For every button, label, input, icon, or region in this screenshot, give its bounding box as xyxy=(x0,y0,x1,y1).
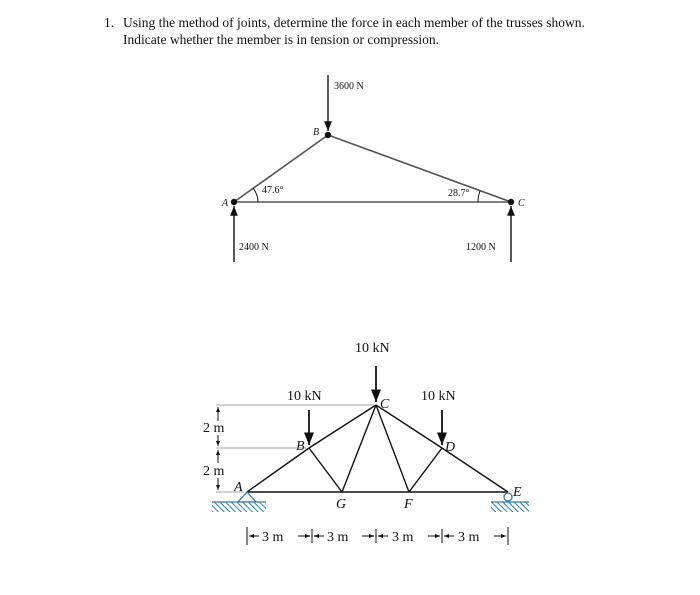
joint-c-label: C xyxy=(518,198,525,209)
truss-2 xyxy=(203,341,529,545)
joint-e-label: E xyxy=(513,485,522,500)
problem-number: 1. xyxy=(104,15,115,30)
angle-arc-a xyxy=(253,188,258,202)
angle-label-c: 28.7° xyxy=(448,188,470,199)
member-cg xyxy=(342,405,376,492)
member-ab xyxy=(247,448,309,492)
joint-b-label: B xyxy=(313,127,320,138)
span-label-3: 3 m xyxy=(392,530,414,545)
member-cf xyxy=(376,405,409,492)
joint-a-label: A xyxy=(222,198,229,209)
joint-c-pin xyxy=(508,199,514,205)
truss-1 xyxy=(221,75,525,262)
joint-b-pin xyxy=(325,132,331,138)
problem-text-line-2: Indicate whether the member is in tension or compression. xyxy=(123,32,440,47)
reaction-label-c: 1200 N xyxy=(466,242,496,253)
load-label-b: 10 kN xyxy=(287,389,322,404)
joint-b-label: B xyxy=(296,439,305,454)
load-label-d: 10 kN xyxy=(421,389,456,404)
height-label-upper: 2 m xyxy=(203,421,225,436)
span-label-2: 3 m xyxy=(327,530,349,545)
member-df xyxy=(409,448,442,492)
problem-text-line-1: Using the method of joints, determine the force in each member of the trusses shown. xyxy=(123,15,585,30)
span-label-1: 3 m xyxy=(262,530,284,545)
load-label-c: 10 kN xyxy=(355,341,390,356)
joint-f-label: F xyxy=(404,497,413,512)
height-dimension xyxy=(216,405,374,492)
pin-support-a xyxy=(212,492,266,512)
span-label-4: 3 m xyxy=(458,530,480,545)
joint-a-pin xyxy=(231,199,237,205)
angle-arc-c xyxy=(478,191,480,202)
member-bg xyxy=(309,448,342,492)
height-label-lower: 2 m xyxy=(203,464,225,479)
joint-c-label: C xyxy=(380,397,390,412)
angle-label-a: 47.6° xyxy=(262,185,284,196)
joint-a-label: A xyxy=(234,480,243,495)
reaction-label-a: 2400 N xyxy=(239,242,269,253)
joint-d-label: D xyxy=(445,440,456,455)
joint-g-label: G xyxy=(336,497,347,512)
member-bc xyxy=(328,135,511,202)
member-bc xyxy=(309,405,376,448)
load-label-b: 3600 N xyxy=(334,81,364,92)
roller-support-e xyxy=(491,493,529,512)
